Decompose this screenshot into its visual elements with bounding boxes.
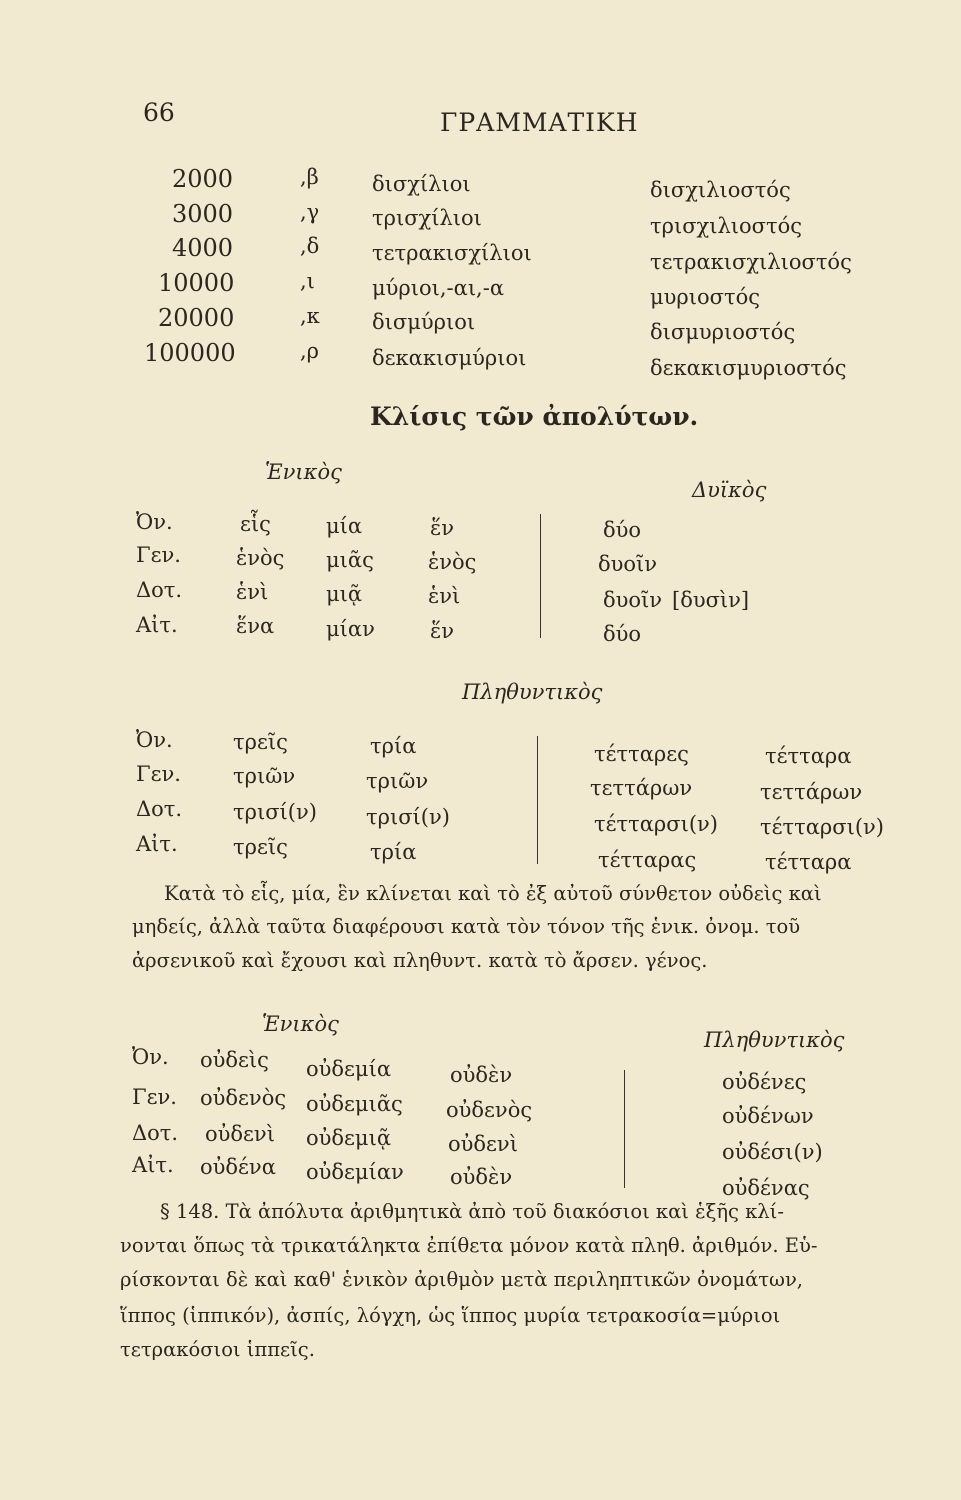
numeral-row-sign: ,ρ [300,339,320,363]
form-feminine: οὐδεμιᾶς [306,1092,403,1116]
text-line: ἀρσενικοῦ καὶ ἔχουσι καὶ πληθυντ. κατὰ τὸ ἄρσεν. γένος. [132,949,708,972]
form-masculine: οὐδεὶς [200,1048,269,1072]
text-line: § 148. Τὰ ἀπόλυτα ἀριθμητικὰ ἀπὸ τοῦ διακόσιοι καὶ ἑξῆς κλί- [160,1200,784,1223]
numeral-row-cardinal: τρισχίλιοι [372,206,482,230]
form-four-neuter: τέτταρσι(ν) [760,815,884,839]
plural-label: Πληθυντικὸς [462,680,603,704]
form-masculine: οὐδενὶ [205,1122,275,1146]
case-label: Δοτ. [132,1121,179,1145]
numeral-row-ordinal: δισμυριοστός [650,320,796,344]
form-masculine: ἕνα [236,614,275,638]
section-heading: Κλίσις τῶν ἀπολύτων. [370,402,699,431]
form-plural: οὐδένων [722,1104,814,1128]
text-line: μηδείς, ἀλλὰ ταῦτα διαφέρουσι κατὰ τὸν τόνον τῆς ἑνικ. ὀνομ. τοῦ [132,915,801,938]
case-label: Δοτ. [136,578,183,602]
form-feminine: μιᾶς [326,548,374,572]
numeral-row-number: 100000 [144,339,236,367]
numeral-row-cardinal: δισμύριοι [372,310,476,334]
form-neuter: οὐδενὸς [446,1098,533,1122]
form-plural: οὐδένας [722,1176,810,1200]
form-three-masc-fem: τρεῖς [233,835,288,859]
form-masculine: ἑνὸς [236,546,285,570]
case-label: Αἰτ. [136,832,178,856]
case-label: Ὀν. [136,728,173,752]
form-three-neuter: τρία [370,734,417,758]
case-label: Ὀν. [136,510,173,534]
form-four-neuter: τέτταρα [765,850,852,874]
numeral-row-ordinal: τετρακισχιλιοστός [650,250,852,274]
form-dual: δυοῖν [603,588,663,612]
form-masculine: οὐδενὸς [200,1086,287,1110]
numeral-row-ordinal: μυριοστός [650,285,760,309]
form-three-masc-fem: τρισί(ν) [233,800,317,824]
case-label: Αἰτ. [136,613,178,637]
form-three-neuter: τριῶν [366,769,429,793]
form-four-masc-fem: τέτταρες [594,742,689,766]
numeral-row-sign: ,β [300,165,319,189]
numeral-row-sign: ,γ [300,200,320,224]
numeral-row-cardinal: τετρακισχίλιοι [372,241,532,265]
column-divider [540,514,541,638]
case-label: Δοτ. [136,797,183,821]
form-neuter: ἑνὶ [428,584,461,608]
numeral-row-ordinal: τρισχιλιοστός [650,214,803,238]
column-divider [537,736,538,864]
form-three-masc-fem: τρεῖς [233,730,288,754]
page-number: 66 [143,98,175,127]
form-neuter: ἑνὸς [428,550,477,574]
case-label: Ὀν. [132,1045,169,1069]
text-line: νονται ὅπως τὰ τρικατάληκτα ἐπίθετα μόνον κατὰ πληθ. ἀριθμόν. Εὑ- [120,1234,818,1257]
form-masculine: οὐδένα [200,1155,276,1179]
form-three-masc-fem: τριῶν [233,764,296,788]
case-label: Γεν. [136,762,181,786]
case-label: Γεν. [136,543,181,567]
form-feminine: μία [326,514,363,538]
form-dual: δυοῖν [598,552,658,576]
numeral-row-sign: ,κ [300,304,320,328]
form-four-neuter: τεττάρων [760,780,863,804]
form-three-neuter: τρισί(ν) [366,805,450,829]
singular-label: Ἑνικὸς [262,1012,339,1036]
text-line: ἵππος (ἱππικόν), ἀσπίς, λόγχη, ὡς ἵππος μυρία τετρακοσία=μύριοι [120,1304,781,1327]
column-divider [624,1070,625,1188]
form-masculine: ἑνὶ [236,580,269,604]
form-feminine: μίαν [326,617,375,641]
numeral-row-number: 4000 [172,234,234,262]
form-dual: δύο [603,622,642,646]
form-three-neuter: τρία [370,840,417,864]
form-neuter: οὐδενὶ [448,1132,518,1156]
numeral-row-number: 3000 [172,200,234,228]
form-feminine: μιᾷ [326,582,363,606]
numeral-row-number: 10000 [158,269,235,297]
form-masculine: εἷς [240,512,271,536]
numeral-row-cardinal: μύριοι,-αι,-α [372,276,505,300]
plural-label: Πληθυντικὸς [704,1028,845,1052]
form-feminine: οὐδεμιᾷ [306,1126,391,1150]
text-line: τετρακόσιοι ἱππεῖς. [120,1338,315,1361]
numeral-row-sign: ,ι [300,269,315,293]
form-neuter: οὐδὲν [450,1063,513,1087]
form-dual: δύο [603,518,642,542]
numeral-row-number: 2000 [172,165,234,193]
form-neuter: ἕν [430,619,455,643]
form-four-neuter: τέτταρα [765,744,852,768]
numeral-row-ordinal: δισχιλιοστός [650,178,791,202]
case-label: Αἰτ. [132,1153,174,1177]
numeral-row-cardinal: δεκακισμύριοι [372,346,527,370]
case-label: Γεν. [132,1085,177,1109]
text-line: ρίσκονται δὲ καὶ καθ' ἑνικὸν ἀριθμὸν μετὰ περιληπτικῶν ὀνομάτων, [120,1268,803,1291]
form-four-masc-fem: τέτταρσι(ν) [594,812,718,836]
numeral-row-sign: ,δ [300,234,320,258]
form-plural: οὐδέσι(ν) [722,1140,823,1164]
numeral-row-cardinal: δισχίλιοι [372,172,471,196]
form-four-masc-fem: τεττάρων [590,776,693,800]
running-header: ΓΡΑΜΜΑΤΙΚΗ [440,108,639,137]
singular-label: Ἑνικὸς [265,460,342,484]
numeral-row-number: 20000 [158,304,235,332]
form-plural: οὐδένες [722,1070,807,1094]
text-line: Κατὰ τὸ εἷς, μία, ἓν κλίνεται καὶ τὸ ἐξ αὐτοῦ σύνθετον οὐδεὶς καὶ [164,882,822,905]
dual-label: Δυϊκὸς [692,478,767,502]
numeral-row-ordinal: δεκακισμυριοστός [650,356,847,380]
form-neuter: ἕν [430,516,455,540]
form-neuter: οὐδὲν [450,1165,513,1189]
form-feminine: οὐδεμίαν [306,1160,404,1184]
form-feminine: οὐδεμία [306,1057,391,1081]
form-four-masc-fem: τέτταρας [598,848,697,872]
form-dual-variant: [δυσὶν] [672,588,750,612]
